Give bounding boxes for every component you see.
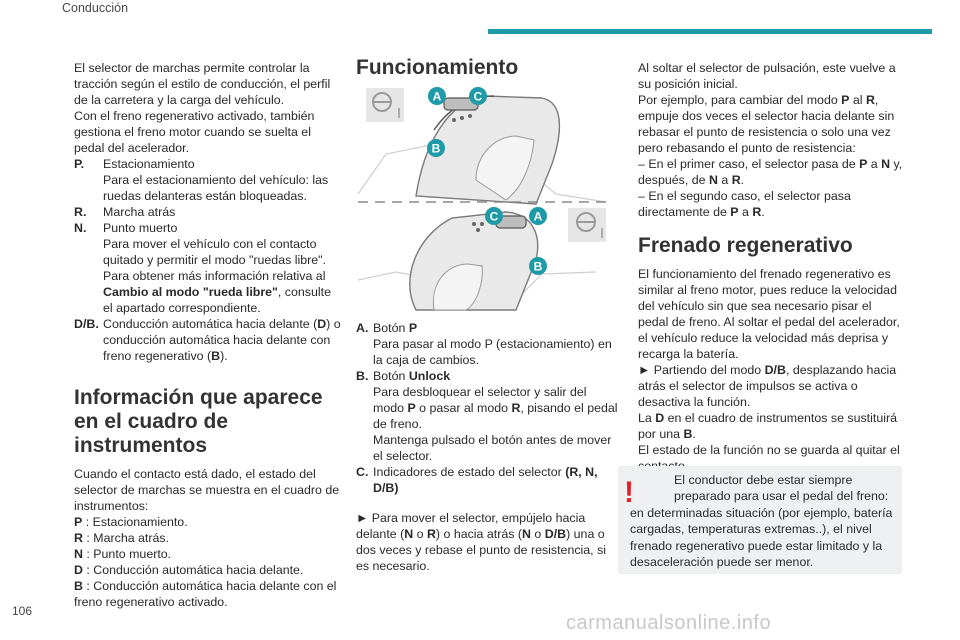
case-two: – En el segundo caso, el selector pasa directamente de P a R. <box>638 189 851 219</box>
display-code: N <box>74 547 83 561</box>
warning-line: El conductor debe estar siempre <box>674 473 853 487</box>
legend-title-bold: Unlock <box>408 369 451 383</box>
mode-n <box>74 220 342 316</box>
display-text: : Punto muerto. <box>82 547 172 561</box>
legend-desc: Para desbloquear el selector y salir del modo <box>373 385 587 415</box>
legend-c <box>356 464 620 496</box>
display-code: B <box>74 579 83 593</box>
callout-label: B <box>533 259 543 274</box>
legend-body <box>373 320 620 368</box>
callout-label: B <box>431 141 441 156</box>
mode-body <box>103 156 342 204</box>
legend-b <box>356 368 620 464</box>
legend-title-bold: (R, N, D/B) <box>373 465 598 495</box>
mode-r <box>74 204 342 220</box>
mode-title: Marcha atrás <box>103 205 176 219</box>
legend-desc: Para pasar al modo P (estacionamiento) en la caja de cambios. <box>373 337 612 367</box>
regen-display: La D en el cuadro de instrumentos se sustituirá por una B. <box>638 411 897 441</box>
regen-paragraph: El funcionamiento del frenado regenerativo es similar al freno motor, pues reduce la velocidad del vehículo sin que sea necesario pisar el pedal de freno. Al soltar el pedal del acelerador, el vehículo reduce la velocidad más deprisa y recarga la batería. <box>638 267 900 361</box>
mode-desc-ref-end: , consulte el apartado correspondiente. <box>103 285 331 315</box>
legend-desc: , pisando el pedal de freno. <box>373 401 618 431</box>
mode-desc: Para mover el vehículo con el contacto quitado y permitir el modo "ruedas libre". <box>103 237 326 267</box>
warning-line: preparado para usar el pedal del freno: <box>674 489 889 504</box>
release-paragraph: Al soltar el selector de pulsación, este vuelve a su posición inicial. <box>638 61 896 91</box>
legend-body <box>373 464 620 496</box>
callout-label: C <box>489 209 499 224</box>
selector-view-top <box>358 87 606 204</box>
warning-text <box>630 472 896 570</box>
column-left <box>74 60 342 610</box>
legend-title: Botón <box>373 369 409 383</box>
section-heading-funcionamiento: Funcionamiento <box>356 56 519 79</box>
display-code: D <box>74 563 83 577</box>
legend-title-bold: P <box>408 321 418 335</box>
selector-view-bottom <box>358 207 606 310</box>
mode-title: Punto muerto <box>103 221 178 235</box>
gear-selector-illustration <box>356 84 614 316</box>
legend-title: Indicadores de estado del selector <box>373 465 566 479</box>
regen-toggle: ► Partiendo del modo D/B, desplazando hacia atrás el selector de impulsos se activa o desactiva la función. <box>638 363 897 409</box>
display-text: : Estacionamiento. <box>82 515 188 529</box>
mode-code: D <box>317 317 327 331</box>
legend-title: Botón <box>373 321 409 335</box>
display-code: P <box>74 515 83 529</box>
display-item <box>74 514 342 530</box>
legend-desc: Mantenga pulsado el botón antes de mover el selector. <box>373 433 612 463</box>
mode-body <box>103 316 342 364</box>
legend-a <box>356 320 620 368</box>
callout-label: C <box>473 89 483 104</box>
legend-desc: o pasar al modo <box>415 401 512 415</box>
watermark: carmanualsonline.info <box>566 612 772 634</box>
mode-p <box>74 156 342 204</box>
mode-key: N. <box>74 221 87 235</box>
section-heading-regen: Frenado regenerativo <box>638 234 853 257</box>
mode-code: B <box>211 349 221 363</box>
mode-key: D/B. <box>74 317 99 331</box>
legend-code: P <box>407 401 416 415</box>
running-header: Conducción <box>62 1 129 15</box>
move-instructions: ► Para mover el selector, empújelo hacia delante (N o R) o hacia atrás (N o D/B) una o dos veces y rebase el punto de resistencia, si es necesario. <box>356 511 607 573</box>
mode-db <box>74 316 342 364</box>
column-right <box>638 60 904 474</box>
display-item <box>74 578 342 610</box>
mode-body <box>103 220 342 316</box>
intro-paragraph: Con el freno regenerativo activado, también gestiona el freno motor cuando se suelta el pedal del acelerador. <box>74 109 315 155</box>
header-accent-bar <box>488 29 932 34</box>
example-paragraph: Por ejemplo, para cambiar del modo P al R, empuje dos veces el selector hacia delante sin rebasar el punto de resistencia o solo una vez pero rebasando el punto de resistencia: <box>638 93 895 155</box>
column-middle <box>356 320 620 574</box>
case-one: – En el primer caso, el selector pasa de P a N y, después, de N a R. <box>638 157 903 187</box>
display-text: : Conducción automática hacia delante. <box>82 563 304 577</box>
mode-desc-link: Cambio al modo "rueda libre" <box>103 285 278 299</box>
intro-paragraph: El selector de marchas permite controlar la tracción según el estilo de conducción, el perfil de la carretera y la carga del vehículo. <box>74 61 331 107</box>
warning-body: en determinadas situación (por ejemplo, batería cargadas, temperaturas extremas..), el nivel frenado regenerativo puede estar limitado y la desaceleración puede ser menor. <box>630 505 893 570</box>
legend-key: B. <box>356 369 369 383</box>
legend-key: A. <box>356 321 369 335</box>
display-intro: Cuando el contacto está dado, el estado del selector de marchas se muestra en el cuadro de instrumentos: <box>74 467 340 513</box>
display-code: R <box>74 531 83 545</box>
callout-label: A <box>533 209 543 224</box>
page-number: 106 <box>12 604 33 618</box>
display-text: : Conducción automática hacia delante con el freno regenerativo activado. <box>74 579 337 609</box>
mode-text: ). <box>220 349 228 363</box>
mode-text: ) o conducción automática hacia delante con freno regenerativo ( <box>103 317 341 363</box>
display-item <box>74 562 342 578</box>
legend-key: C. <box>356 465 369 479</box>
section-heading-display: Información que aparece en el cuadro de instrumentos <box>74 386 323 457</box>
mode-desc-ref: Para obtener más información relativa al <box>103 269 326 283</box>
mode-key: R. <box>74 205 87 219</box>
mode-text: Conducción automática hacia delante ( <box>103 317 318 331</box>
warning-icon: ! <box>624 476 634 509</box>
callout-label: A <box>432 89 442 104</box>
legend-body <box>373 368 620 464</box>
display-item <box>74 530 342 546</box>
legend-code: R <box>511 401 521 415</box>
display-text: : Marcha atrás. <box>82 531 170 545</box>
mode-key: P. <box>74 157 85 171</box>
regen-state: El estado de la función no se guarda al quitar el <box>638 443 900 457</box>
display-item <box>74 546 342 562</box>
mode-desc: Para el estacionamiento del vehículo: las ruedas delanteras están bloqueadas. <box>103 173 329 203</box>
mode-title: Estacionamiento <box>103 157 195 171</box>
warning-box <box>618 466 902 574</box>
